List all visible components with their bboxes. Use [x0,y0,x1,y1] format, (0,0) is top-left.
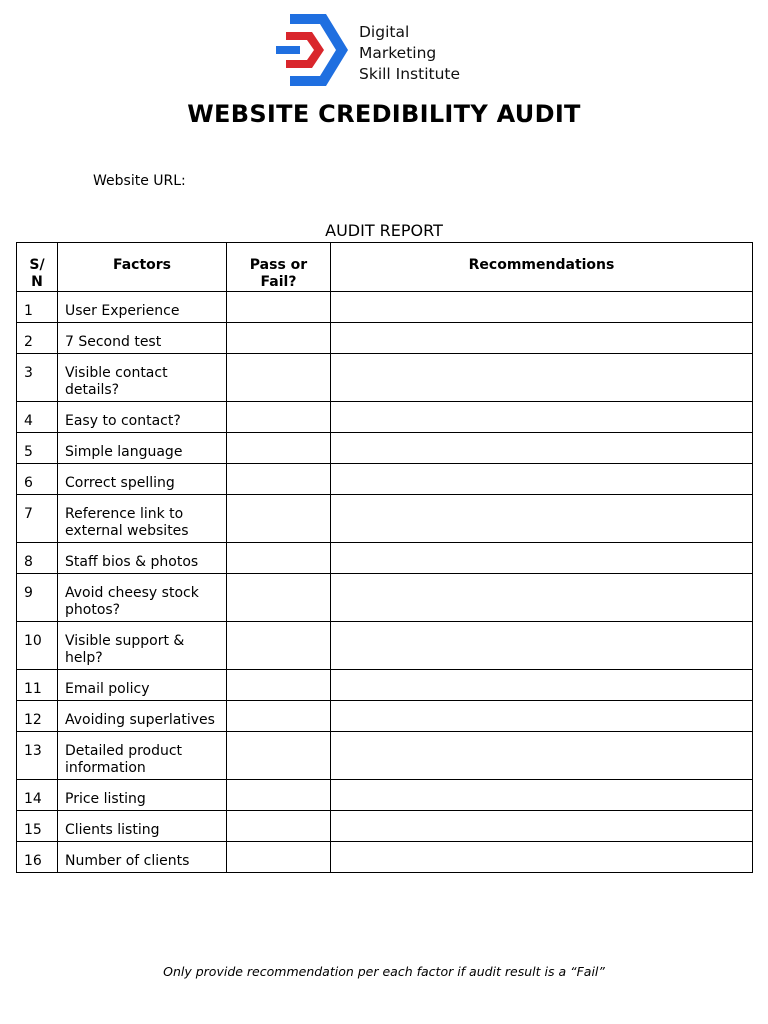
row-sn: 5 [17,433,58,464]
institute-logo [276,14,476,86]
pass-fail-cell[interactable] [227,574,331,622]
table-row [17,732,753,780]
row-factor: Number of clients [58,842,227,873]
recommendation-cell[interactable] [331,292,753,323]
recommendation-cell[interactable] [331,543,753,574]
logo-mark-icon [276,14,356,86]
recommendation-cell[interactable] [331,354,753,402]
pass-fail-cell[interactable] [227,292,331,323]
row-factor: Price listing [58,780,227,811]
recommendation-cell[interactable] [331,574,753,622]
pass-fail-cell[interactable] [227,433,331,464]
pass-fail-cell[interactable] [227,323,331,354]
pass-fail-cell[interactable] [227,701,331,732]
row-factor: Avoiding superlatives [58,701,227,732]
row-sn: 4 [17,402,58,433]
table-row [17,622,753,670]
pass-fail-cell[interactable] [227,811,331,842]
table-row [17,495,753,543]
row-factor: Staff bios & photos [58,543,227,574]
pass-fail-cell[interactable] [227,622,331,670]
logo-line-2: Marketing [359,44,437,62]
pass-fail-cell[interactable] [227,402,331,433]
table-row [17,292,753,323]
header-pass-fail: Pass or Fail? [227,243,331,292]
row-sn: 1 [17,292,58,323]
row-sn: 16 [17,842,58,873]
footnote: Only provide recommendation per each factor if audit result is a “Fail” [163,964,605,979]
recommendation-cell[interactable] [331,670,753,701]
row-sn: 7 [17,495,58,543]
logo-line-1: Digital [359,23,410,41]
row-factor: Simple language [58,433,227,464]
recommendation-cell[interactable] [331,732,753,780]
pass-fail-cell[interactable] [227,464,331,495]
table-row [17,543,753,574]
row-sn: 11 [17,670,58,701]
page-title: WEBSITE CREDIBILITY AUDIT [187,100,581,128]
row-factor: Correct spelling [58,464,227,495]
row-sn: 14 [17,780,58,811]
table-row [17,701,753,732]
recommendation-cell[interactable] [331,842,753,873]
audit-report-heading: AUDIT REPORT [325,221,443,240]
row-factor: Email policy [58,670,227,701]
row-sn: 2 [17,323,58,354]
row-factor: Clients listing [58,811,227,842]
row-sn: 9 [17,574,58,622]
row-factor: Easy to contact? [58,402,227,433]
pass-fail-cell[interactable] [227,543,331,574]
table-row [17,811,753,842]
row-sn: 8 [17,543,58,574]
header-recommendations: Recommendations [331,243,753,292]
logo-line-3: Skill Institute [359,65,461,83]
table-row [17,402,753,433]
recommendation-cell[interactable] [331,701,753,732]
pass-fail-cell[interactable] [227,732,331,780]
row-sn: 15 [17,811,58,842]
recommendation-cell[interactable] [331,622,753,670]
pass-fail-cell[interactable] [227,495,331,543]
table-row [17,780,753,811]
recommendation-cell[interactable] [331,433,753,464]
pass-fail-cell[interactable] [227,842,331,873]
table-row [17,842,753,873]
table-row [17,323,753,354]
row-factor: Detailed product information [58,732,227,780]
row-factor: 7 Second test [58,323,227,354]
audit-table [16,242,753,873]
row-factor: Avoid cheesy stock photos? [58,574,227,622]
table-header-row [17,243,753,292]
pass-fail-cell[interactable] [227,354,331,402]
recommendation-cell[interactable] [331,495,753,543]
table-row [17,670,753,701]
recommendation-cell[interactable] [331,323,753,354]
row-factor: User Experience [58,292,227,323]
pass-fail-cell[interactable] [227,670,331,701]
recommendation-cell[interactable] [331,464,753,495]
row-sn: 6 [17,464,58,495]
table-row [17,354,753,402]
header-factors: Factors [58,243,227,292]
website-url-label: Website URL: [93,173,186,189]
table-row [17,433,753,464]
table-row [17,574,753,622]
logo-wordmark [359,22,460,85]
header-sn: S/ N [17,243,58,292]
recommendation-cell[interactable] [331,811,753,842]
recommendation-cell[interactable] [331,402,753,433]
pass-fail-cell[interactable] [227,780,331,811]
row-factor: Visible support & help? [58,622,227,670]
table-row [17,464,753,495]
row-sn: 13 [17,732,58,780]
recommendation-cell[interactable] [331,780,753,811]
row-sn: 12 [17,701,58,732]
row-sn: 3 [17,354,58,402]
row-factor: Reference link to external websites [58,495,227,543]
row-sn: 10 [17,622,58,670]
row-factor: Visible contact details? [58,354,227,402]
